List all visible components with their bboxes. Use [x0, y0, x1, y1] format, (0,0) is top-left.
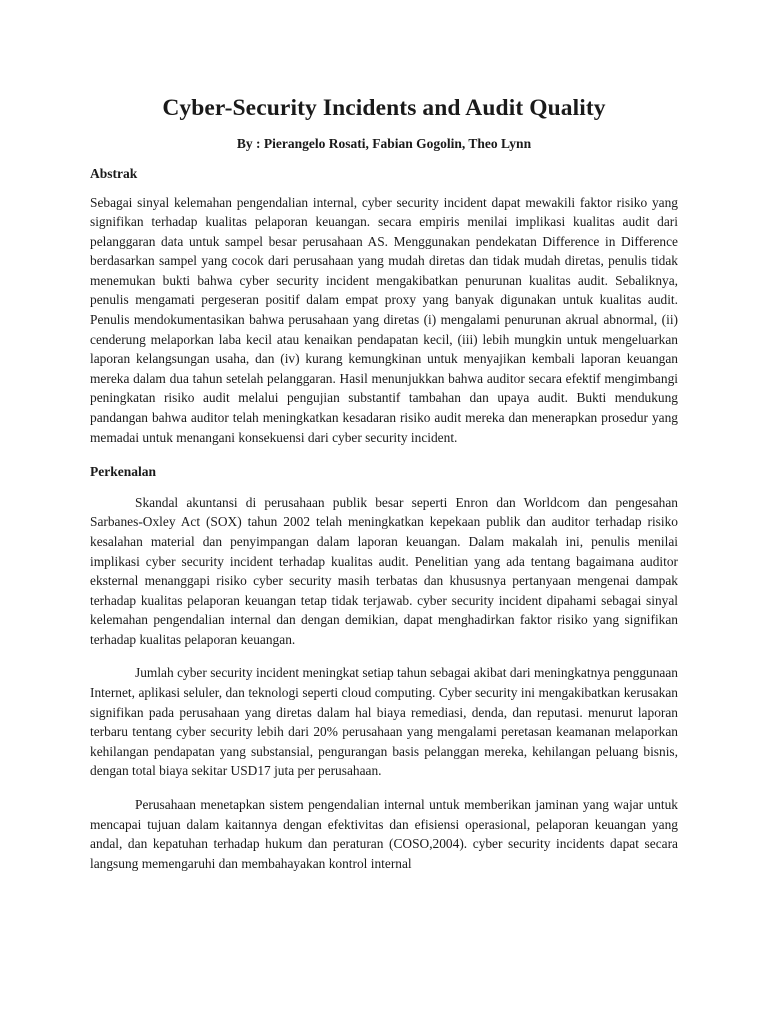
intro-paragraph-2: Jumlah cyber security incident meningkat setiap tahun sebagai akibat dari meningkatnya penggunaan Internet, aplikasi seluler, dan teknologi seperti cloud computing. Cyber security ini mengakibatkan kerusakan signifikan pada perusahaan yang diretas dalam hal biaya remediasi, denda, dan reputasi. menurut laporan terbaru tentang cyber security lebih dari 20% perusahaan yang mengalami peretasan keamanan melaporkan kehilangan pendapatan yang substansial, pengurangan basis pelanggan mereka, kehilangan peluang bisnis, dengan total biaya sekitar USD17 juta per perusahaan. — [90, 665, 678, 779]
abstract-text: Sebagai sinyal kelemahan pengendalian internal, cyber security incident dapat mewakili faktor risiko yang signifikan terhadap kualitas pelaporan keuangan. secara empiris menilai implikasi kualitas audit dari pelanggaran data untuk sampel besar perusahaan AS. Menggunakan pendekatan Difference in Difference berdasarkan sampel yang cocok dari perusahaan yang mudah diretas dan tidak mudah diretas, penulis tidak menemukan bukti bahwa cyber security incident mengakibatkan penurunan kualitas audit. Sebaliknya, penulis mengamati pergeseran positif dalam empat proxy yang banyak digunakan untuk kualitas audit. Penulis mendokumentasikan bahwa perusahaan yang diretas (i) mengalami penurunan akrual abnormal, (ii) cenderung melaporkan laba kecil atau kenaikan pendapatan kecil, (iii) lebih mungkin untuk mengeluarkan laporan kelangsungan usaha, dan (iv) kurang kemungkinan untuk menyajikan kembali laporan keuangan mereka dalam dua tahun setelah pelanggaran. Hasil menunjukkan bahwa auditor secara efektif mengimbangi peningkatan risiko audit melalui pengujian substantif tambahan dan upaya audit. Bukti mendukung pandangan bahwa auditor telah meningkatkan kesadaran risiko audit mereka dan menerapkan prosedur yang memadai untuk menangani konsekuensi dari cyber security incident. — [90, 194, 678, 445]
introduction-heading: Perkenalan — [90, 464, 156, 480]
abstract-heading: Abstrak — [90, 166, 138, 181]
intro-paragraph-1: Skandal akuntansi di perusahaan publik besar seperti Enron dan Worldcom dan pengesahan Sarbanes-Oxley Act (SOX) tahun 2002 telah meningkatkan kepekaan publik dan auditor terhadap risiko kesalahan material dan penyimpangan dalam laporan keuangan. Dalam makalah ini, penulis menilai implikasi cyber security incident terhadap kualitas audit. Penelitian yang ada tentang bagaimana auditor eksternal menanggapi risiko cyber security masih terbatas dan khususnya pertanyaan mengenai dampak terhadap kualitas pelaporan keuangan tetap tidak terjawab. cyber security incident dipahami sebagai sinyal kelemahan pengendalian internal dan dengan demikian, dapat menghadirkan faktor risiko yang signifikan terhadap kualitas pelaporan keuangan. — [90, 494, 678, 647]
paper-title: Cyber-Security Incidents and Audit Quality — [162, 95, 606, 121]
paper-authors: By : Pierangelo Rosati, Fabian Gogolin, Theo Lynn — [236, 136, 532, 151]
intro-paragraph-3: Perusahaan menetapkan sistem pengendalian internal untuk memberikan jaminan yang wajar untuk mencapai tujuan dalam kaitannya dengan efektivitas dan efisiensi operasional, pelaporan keuangan yang andal, dan kepatuhan terhadap hukum dan peraturan (COSO,2004). cyber security incidents dapat secara langsung memengaruhi dan membahayakan kontrol internal — [90, 797, 678, 871]
document-page — [90, 92, 678, 873]
